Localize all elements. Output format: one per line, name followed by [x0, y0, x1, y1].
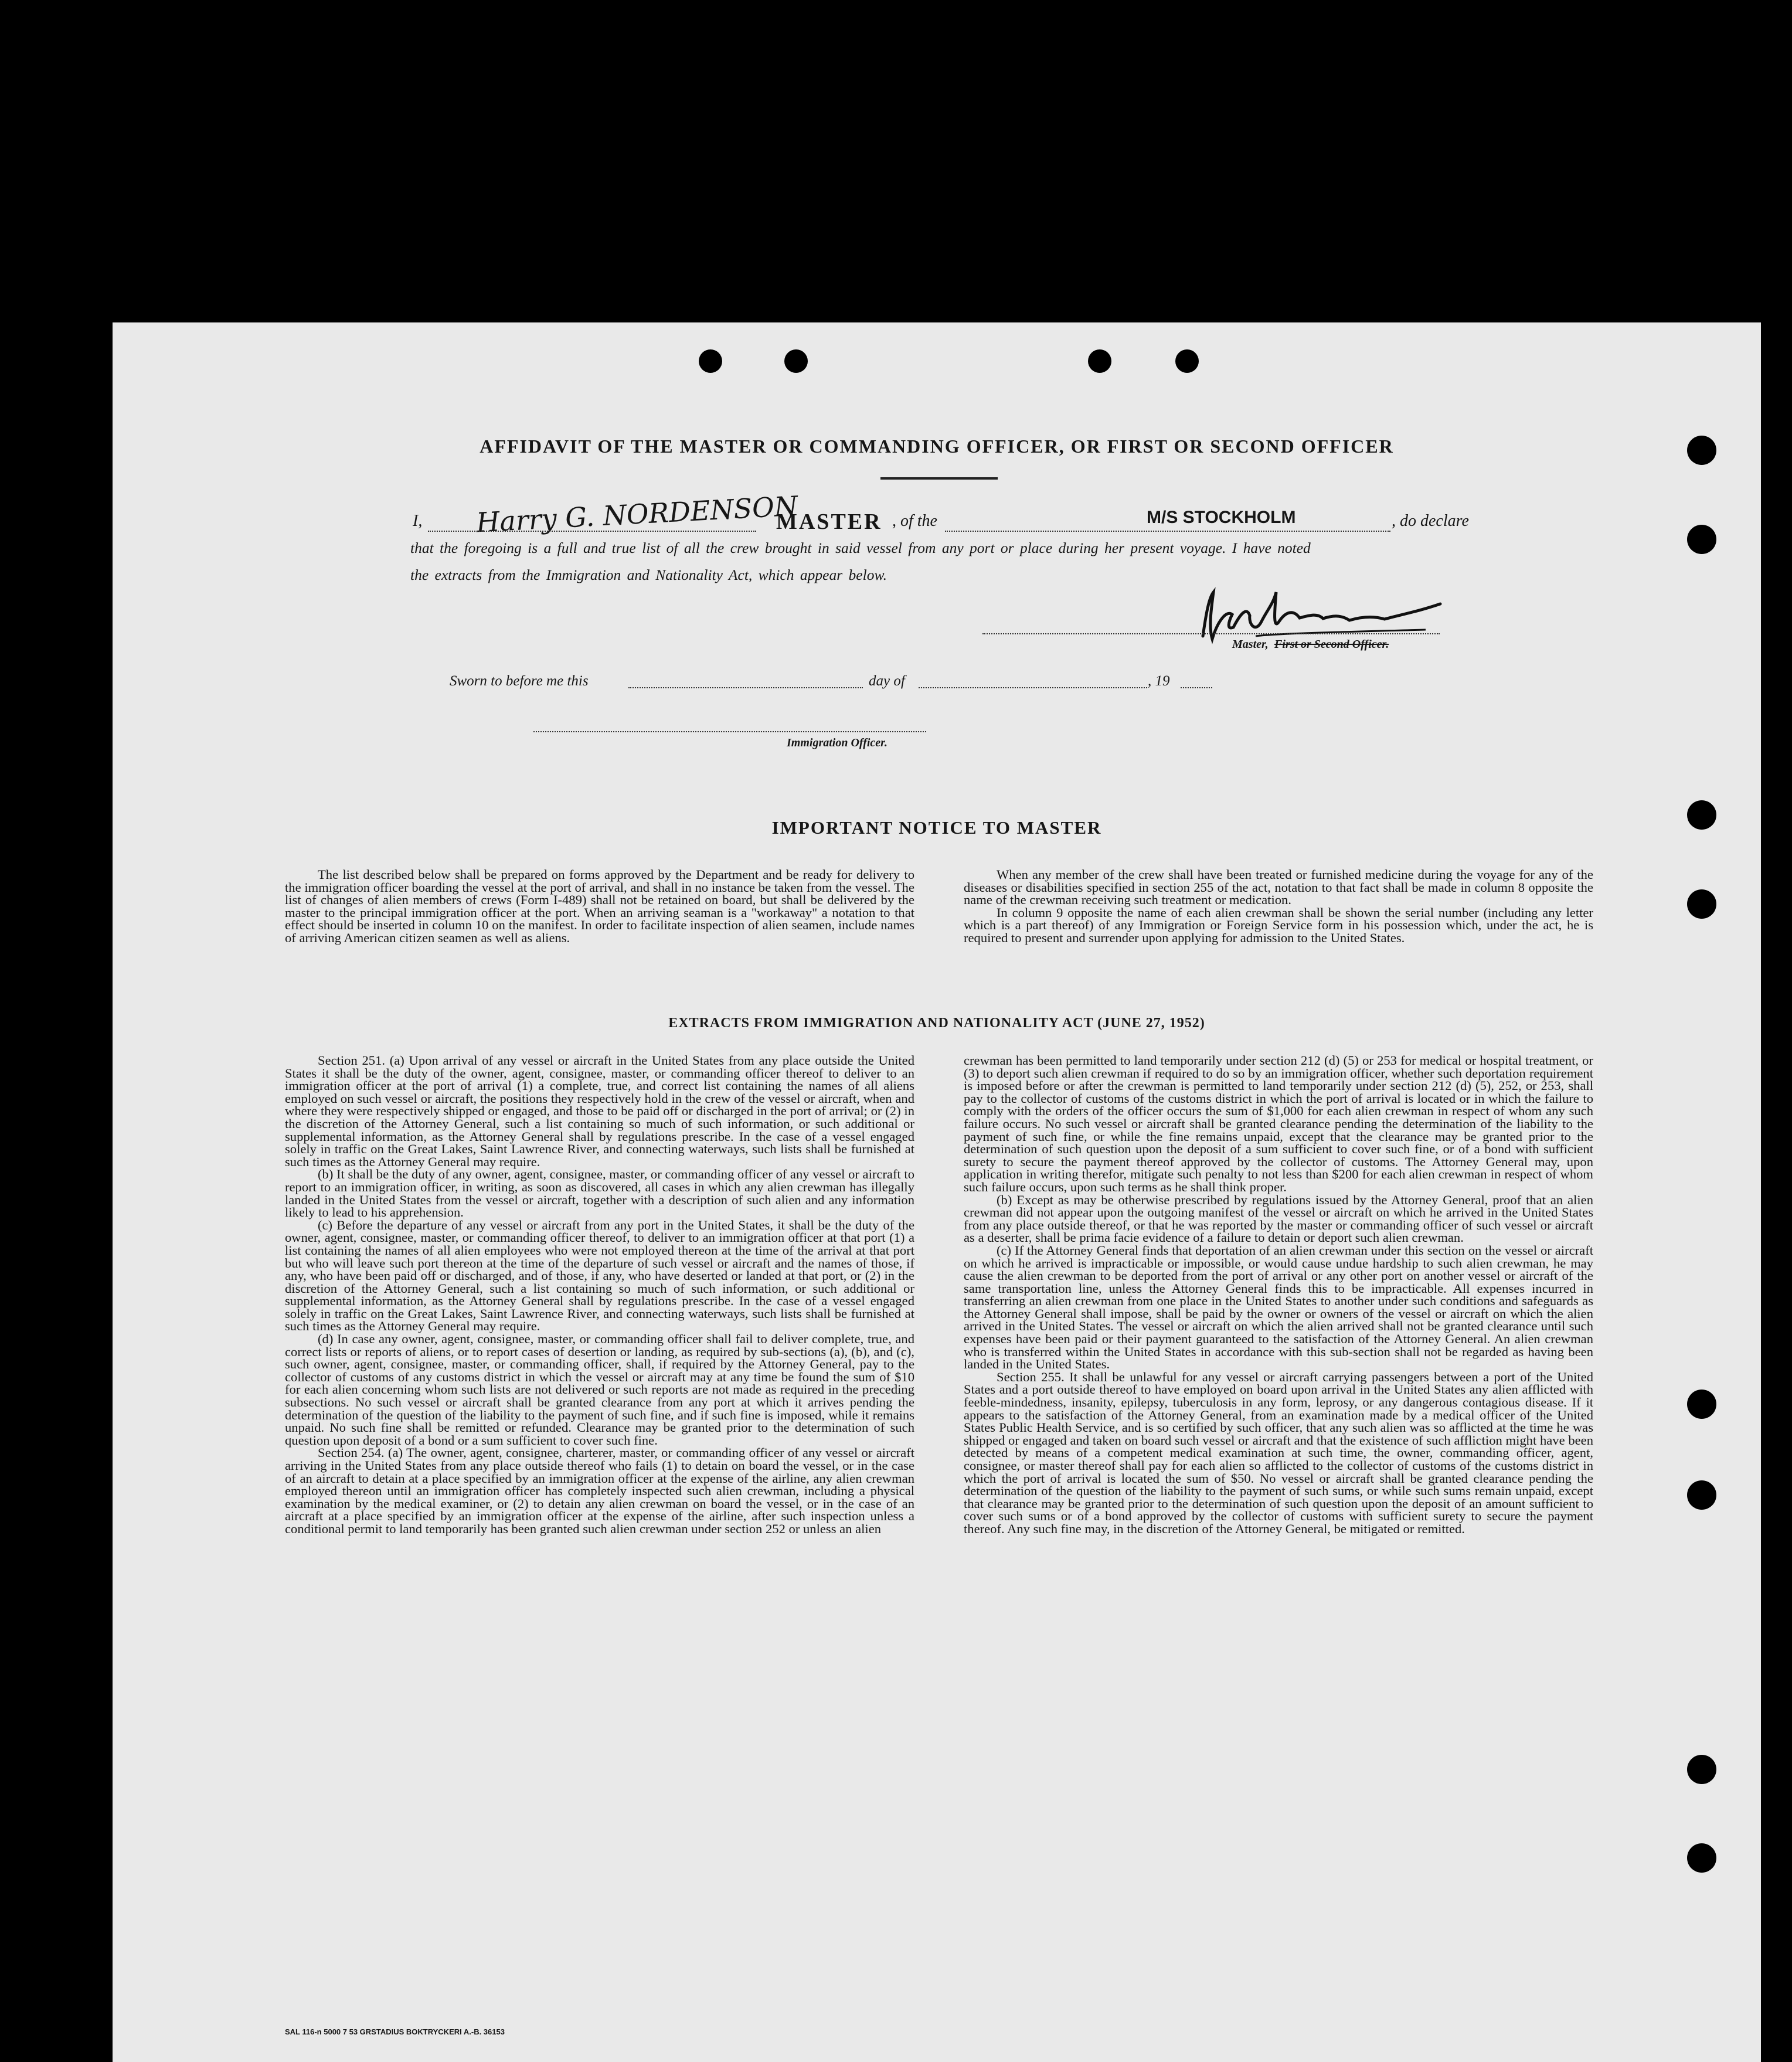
of-the-label: , of the	[892, 512, 937, 530]
punch-hole	[1175, 349, 1199, 373]
sworn-year-line	[1181, 687, 1212, 688]
signature-line	[982, 633, 1440, 634]
day-of-label: day of	[869, 673, 905, 689]
officer-line	[533, 731, 926, 732]
notice-right-paragraph-2: In column 9 opposite the name of each alien crewman shall be shown the serial number (including any letter which is a part thereof) of any Immigration or Foreign Service form in his possession which, under the act, he is required to present and surrender upon applying for admission to the United States.	[964, 905, 1593, 945]
rank-label: MASTER	[776, 509, 882, 534]
section-254-a-cont: crewman has been permitted to land temporarily under section 212 (d) (5) or 253 for medical or hospital treatment, or (3) to deport such alien crewman if required to do so by an immigration officer, whether such deportation requirement is imposed before or after the crewman is permitted to land temporarily under section 212 (d) (5), 252, or 253, shall pay to the collector of customs of the customs district in which the port of arrival is located or in which the failure to comply with the orders of the officer occurs the sum of $1,000 for each alien crewman in respect of whom any such failure occurs. No such vessel or aircraft shall be granted clearance pending the determination of the liability to the payment of such fine, or while the fine remains unpaid, except that the clearance may be granted prior to the determination of such question upon the deposit of a sum sufficient to cover such fine, or of a bond with sufficient surety to secure the payment thereof approved by the collector of customs. The Attorney General may, upon application in writing therefor, mitigate such penalty to not less than $200 for each alien crewman in respect of whom such failure occurs, upon such terms as he shall think proper.	[964, 1053, 1593, 1194]
extracts-title: EXTRACTS FROM IMMIGRATION AND NATIONALITY ACT (JUNE 27, 1952)	[668, 1015, 1205, 1031]
officer-caption: Immigration Officer.	[787, 736, 888, 749]
punch-hole	[1088, 349, 1111, 373]
affidavit-title: AFFIDAVIT OF THE MASTER OR COMMANDING OFFICER, OR FIRST OR SECOND OFFICER	[480, 436, 1394, 457]
punch-hole	[1687, 1480, 1716, 1510]
document-page	[113, 322, 1761, 2062]
punch-hole	[699, 349, 722, 373]
punch-hole	[1687, 889, 1716, 919]
notice-right-column	[964, 868, 1593, 945]
signature-caption-master: Master,	[1232, 638, 1269, 651]
extracts-right-column	[964, 1054, 1593, 1536]
do-declare-label: , do declare	[1392, 512, 1469, 530]
vessel-line	[945, 531, 1390, 532]
form-code: SAL 116-n 5000 7 53 GRSTADIUS BOKTRYCKERI A.-B. 36153	[285, 2027, 505, 2036]
notice-title: IMPORTANT NOTICE TO MASTER	[771, 817, 1102, 838]
vessel-name: M/S STOCKHOLM	[1147, 508, 1296, 527]
name-line	[428, 531, 756, 532]
section-255: Section 255. It shall be unlawful for any vessel or aircraft carrying passengers between a port of the United States and a port outside thereof to have employed on board upon arrival in the United States any alien afflicted with feeble-mindedness, insanity, epilepsy, tuberculosis in any form, leprosy, or any dangerous contagious disease. If it appears to the satisfaction of the Attorney General, from an examination made by a medical officer of the United States Public Health Service, and is so certified by such officer, that any such alien was so afflicted at the time he was shipped or engaged and taken on board such vessel or aircraft and that the existence of such affliction might have been detected by means of a competent medical examination at such time, the owner, commanding officer, agent, consignee, or master thereof shall pay for each alien so afflicted to the collector of customs of the customs district in which the port of arrival is located the sum of $50. No vessel or aircraft shall be granted clearance pending the determination of the question of the liability to the payment of such sums, or while such sums remain unpaid, except that clearance may be granted prior to the determination of such question upon the deposit of an amount sufficient to cover such sums or of a bond approved by the collector of customs with sufficient surety to secure the payment thereof. Any such fine may, in the discretion of the Attorney General, be mitigated or remitted.	[964, 1369, 1593, 1536]
sworn-month-line	[919, 687, 1147, 688]
section-251-c: (c) Before the departure of any vessel or aircraft from any port in the United States, it shall be the duty of the owner, agent, consignee, master, or commanding officer thereof, to deliver to an immigration officer at that port (1) a list containing the names of all alien employees who were not employed thereon at the time of the arrival at that port but who will leave such port thereon at the time of the departure of such vessel or aircraft and the names of those, if any, who have been paid off or discharged, and of those, if any, who have deserted or landed at that port, or (2) in the discretion of the Attorney General, such a list containing so much of such information, or such additional or supplemental information, as the Attorney General shall by regulations prescribe. In the case of a vessel engaged solely in traffic on the Great Lakes, Saint Lawrence River, and connecting waterways, such lists shall be furnished at such times as the Attorney General may require.	[285, 1217, 914, 1334]
title-rule	[880, 477, 998, 480]
affidavit-line-2: that the foregoing is a full and true list of all the crew brought in said vessel from any port or place during her present voyage. I have noted	[410, 539, 1311, 556]
sworn-label: Sworn to before me this	[450, 673, 589, 689]
affidavit-line-3: the extracts from the Immigration and Nationality Act, which appear below.	[410, 566, 887, 583]
punch-hole	[1687, 1390, 1716, 1419]
year-label: , 19	[1148, 673, 1170, 689]
section-254-b: (b) Except as may be otherwise prescribed by regulations issued by the Attorney General, proof that an alien crewman did not appear upon the outgoing manifest of the vessel or aircraft on which he arrived in the United States from any place outside thereof, or that he was reported by the master or commanding officer of such vessel or aircraft as a deserter, shall be prima facie evidence of a failure to detain or deport such alien crewman.	[964, 1192, 1593, 1245]
i-label: I,	[413, 512, 423, 530]
punch-hole	[1687, 1843, 1716, 1873]
punch-hole	[1687, 525, 1716, 554]
section-251-a: Section 251. (a) Upon arrival of any vessel or aircraft in the United States from any place outside the United States it shall be the duty of the owner, agent, consignee, master, or commanding officer thereof to deliver to an immigration officer at the port of arrival (1) a complete, true, and correct list containing the names of all aliens employed on such vessel or aircraft, the positions they respectively hold in the crew of the vessel or aircraft, when and where they were respectively shipped or engaged, and those to be paid off or discharged in the port of arrival; or (2) in the discretion of the Attorney General, such a list containing so much of such information, or such additional or supplemental information, as the Attorney General shall by regulations prescribe. In the case of a vessel engaged solely in traffic on the Great Lakes, Saint Lawrence River, and connecting waterways, such lists shall be furnished at such times as the Attorney General may require.	[285, 1053, 914, 1169]
signature-caption-officer: First or Second Officer.	[1274, 638, 1389, 651]
sworn-day-line	[628, 687, 863, 688]
punch-hole	[1687, 1755, 1716, 1784]
punch-hole	[784, 349, 808, 373]
notice-left-paragraph: The list described below shall be prepared on forms approved by the Department and be ready for delivery to the immigration officer boarding the vessel at the port of arrival, and shall in no instance be taken from the vessel. The list of changes of alien members of crews (Form I-489) shall not be retained on board, but shall be delivered by the master to the principal immigration officer at the port. When an arriving seaman is a "workaway" a notation to that effect should be inserted in column 10 on the manifest. In order to facilitate inspection of alien seamen, include names of arriving American citizen seamen as well as aliens.	[285, 867, 914, 945]
notice-right-paragraph-1: When any member of the crew shall have been treated or furnished medicine during the voyage for any of the diseases or disabilities specified in section 255 of the act, notation to that fact shall be made in column 8 opposite the name of the crewman receiving such treatment or medication.	[964, 867, 1593, 908]
section-254-c: (c) If the Attorney General finds that deportation of an alien crewman under this section on the vessel or aircraft on which he arrived is impracticable or impossible, or would cause undue hardship to such alien crewman, he may cause the alien crewman to be deported from the port of arrival or any other port on another vessel or aircraft of the same transportation line, unless the Attorney General finds this to be impracticable. All expenses incurred in transferring an alien crewman from one place in the United States to another under such conditions and safeguards as the Attorney General shall impose, shall be paid by the owner or owners of the vessel or aircraft on which the alien arrived in the United States. The vessel or aircraft on which the alien arrived shall not be granted clearance until such expenses have been paid or their payment guaranteed to the satisfaction of the Attorney General. An alien crewman who is transferred within the United States in accordance with this sub-section shall not be regarded as having been landed in the United States.	[964, 1242, 1593, 1372]
extracts-left-column	[285, 1054, 914, 1536]
notice-left-column	[285, 868, 914, 945]
master-name-handwritten: Harry G. NORDENSON	[475, 490, 799, 539]
section-251-b: (b) It shall be the duty of any owner, agent, consignee, master, or commanding officer of any vessel or aircraft to report to an immigration officer, in writing, as soon as discovered, all cases in which any alien crewman has illegally landed in the United States from the vessel or aircraft, together with a description of such alien and any information likely to lead to his apprehension.	[285, 1167, 914, 1220]
section-254-a: Section 254. (a) The owner, agent, consignee, charterer, master, or commanding officer of any vessel or aircraft arriving in the United States from any place outside thereof who fails (1) to detain on board the vessel, or in the case of an aircraft to detain at a place specified by an immigration officer at the expense of the airline, any alien crewman employed thereon until an immigration officer has completely inspected such alien crewman, including a physical examination by the medical examiner, or (2) to detain any alien crewman on board the vessel, or in the case of an aircraft at a place specified by an immigration officer at the expense of the airline, after such inspection unless a conditional permit to land temporarily has been granted such alien crewman under section 252 or unless an alien	[285, 1445, 914, 1536]
section-251-d: (d) In case any owner, agent, consignee, master, or commanding officer shall fail to deliver complete, true, and correct lists or reports of aliens, or to report cases of desertion or landing, as required by sub-sections (a), (b), and (c), such owner, agent, consignee, master, or commanding officer, shall, if required by the Attorney General, pay to the collector of customs of any customs district in which the vessel or aircraft may at any time be found the sum of $10 for each alien concerning whom such lists are not delivered or such reports are not made as required in the preceding subsections. No such vessel or aircraft shall be granted clearance from any port at which it arrives pending the determination of the question of the liability to the payment of such fine, and if such fine is imposed, while it remains unpaid. No such fine shall be remitted or refunded. Clearance may be granted prior to the determination of such question upon deposit of a bond or a sum sufficient to cover such fine.	[285, 1331, 914, 1448]
